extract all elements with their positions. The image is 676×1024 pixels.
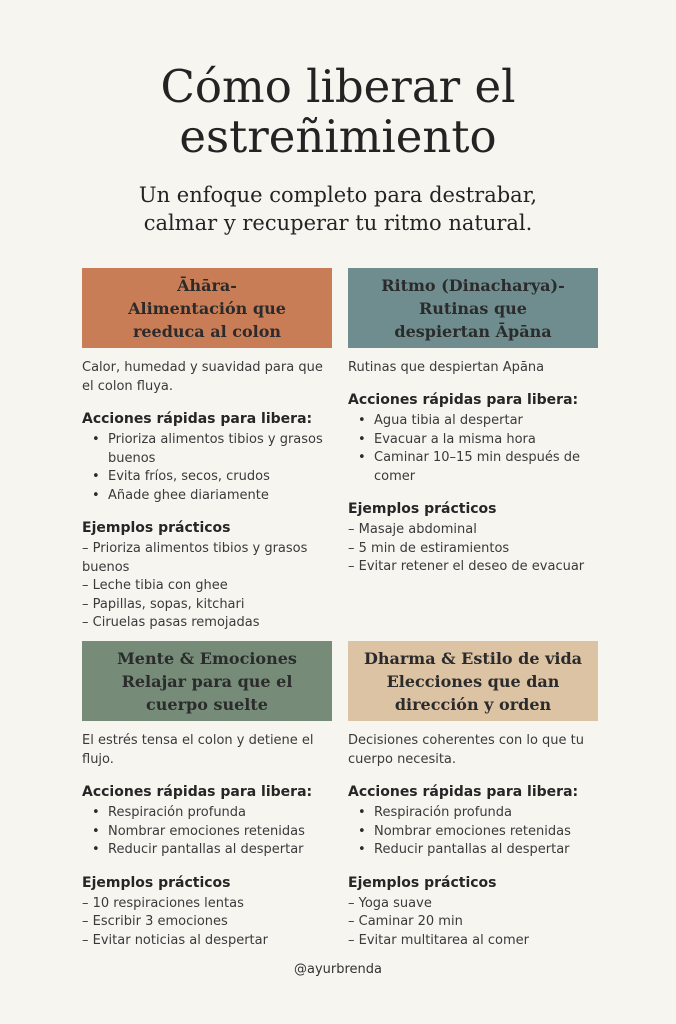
list-item: • Respiración profunda: [374, 804, 598, 823]
title-line-2: estreñimiento: [179, 110, 497, 163]
header-line: reeduca al colon: [132, 321, 282, 341]
examples-heading: Ejemplos prácticos: [82, 874, 231, 891]
section-mente: [82, 641, 332, 950]
list-item: – Evitar noticias al despertar: [82, 932, 268, 948]
list-item: • Respiración profunda: [108, 804, 332, 823]
list-item: – Ciruelas pasas remojadas: [82, 615, 260, 630]
header-line: despiertan Āpāna: [394, 321, 552, 341]
footer-handle: @ayurbrenda: [293, 962, 382, 977]
section-header-ritmo: [348, 268, 598, 348]
list-item: • Evacuar a la misma hora: [374, 431, 598, 450]
examples-heading: Ejemplos prácticos: [348, 501, 497, 517]
page-title: [0, 62, 676, 162]
list-item: – Papillas, sopas, kitchari: [82, 596, 245, 612]
list-item: • Añade ghee diariamente: [108, 487, 332, 506]
actions-heading: Acciones rápidas para libera:: [348, 392, 579, 408]
header-line: cuerpo suelte: [146, 694, 268, 714]
section-description: Decisiones coherentes con lo que tu cuerpo necesita.: [348, 733, 585, 767]
actions-list: [82, 804, 332, 860]
header-line: Alimentación que: [128, 298, 286, 318]
examples-list: [348, 895, 598, 951]
section-description: Calor, humedad y suavidad para que el colon fluya.: [82, 360, 323, 394]
section-dharma: [348, 641, 598, 950]
examples-list: [348, 521, 598, 577]
section-header-mente: [82, 641, 332, 721]
header-line: Mente & Emociones: [117, 648, 297, 668]
list-item: • Prioriza alimentos tibios y grasos buenos: [108, 431, 332, 468]
section-description: El estrés tensa el colon y detiene el flujo.: [82, 733, 314, 767]
header-line: Relajar para que el: [121, 671, 293, 691]
list-item: – 5 min de estiramientos: [348, 540, 510, 556]
examples-list: [82, 540, 332, 633]
actions-list: [348, 412, 598, 486]
list-item: • Caminar 10–15 min después de comer: [374, 449, 598, 486]
list-item: – Leche tibia con ghee: [82, 578, 228, 593]
subtitle-line-1: Un enfoque completo para destrabar,: [138, 183, 538, 207]
actions-heading: Acciones rápidas para libera:: [348, 784, 579, 800]
subtitle-line-2: calmar y recuperar tu ritmo natural.: [143, 211, 533, 235]
header-line: Āhāra-: [177, 275, 237, 295]
list-item: • Reducir pantallas al despertar: [374, 841, 598, 860]
list-item: • Reducir pantallas al despertar: [108, 841, 332, 860]
section-header-ahara: [82, 268, 332, 348]
list-item: – Prioriza alimentos tibios y grasos buenos: [82, 541, 308, 575]
header-line: Ritmo (Dinacharya)-: [381, 275, 565, 295]
list-item: – Yoga suave: [348, 895, 432, 911]
list-item: – Caminar 20 min: [348, 914, 463, 929]
examples-heading: Ejemplos prácticos: [348, 874, 497, 891]
header-line: Dharma & Estilo de vida: [363, 648, 583, 668]
page-subtitle: [0, 181, 676, 237]
header-line: Rutinas que: [419, 298, 527, 318]
list-item: – Masaje abdominal: [348, 522, 477, 537]
header-line: Elecciones que dan: [386, 671, 560, 691]
list-item: • Evita fríos, secos, crudos: [108, 468, 332, 487]
section-ahara: [82, 268, 332, 633]
list-item: – 10 respiraciones lentas: [82, 895, 244, 911]
list-item: • Nombrar emociones retenidas: [108, 823, 332, 842]
list-item: – Evitar retener el deseo de evacuar: [348, 559, 585, 574]
section-ritmo: [348, 268, 598, 577]
list-item: – Escribir 3 emociones: [82, 914, 228, 929]
list-item: • Agua tibia al despertar: [374, 412, 598, 431]
header-line: dirección y orden: [394, 694, 552, 714]
list-item: – Evitar multitarea al comer: [348, 932, 529, 948]
actions-list: [348, 804, 598, 860]
actions-heading: Acciones rápidas para libera:: [82, 784, 313, 800]
actions-heading: Acciones rápidas para libera:: [82, 411, 313, 427]
section-header-dharma: [348, 641, 598, 721]
title-line-1: Cómo liberar el: [160, 60, 516, 113]
actions-list: [82, 431, 332, 505]
examples-list: [82, 895, 332, 951]
examples-heading: Ejemplos prácticos: [82, 520, 231, 536]
list-item: • Nombrar emociones retenidas: [374, 823, 598, 842]
section-description: Rutinas que despiertan Apāna: [348, 360, 545, 375]
